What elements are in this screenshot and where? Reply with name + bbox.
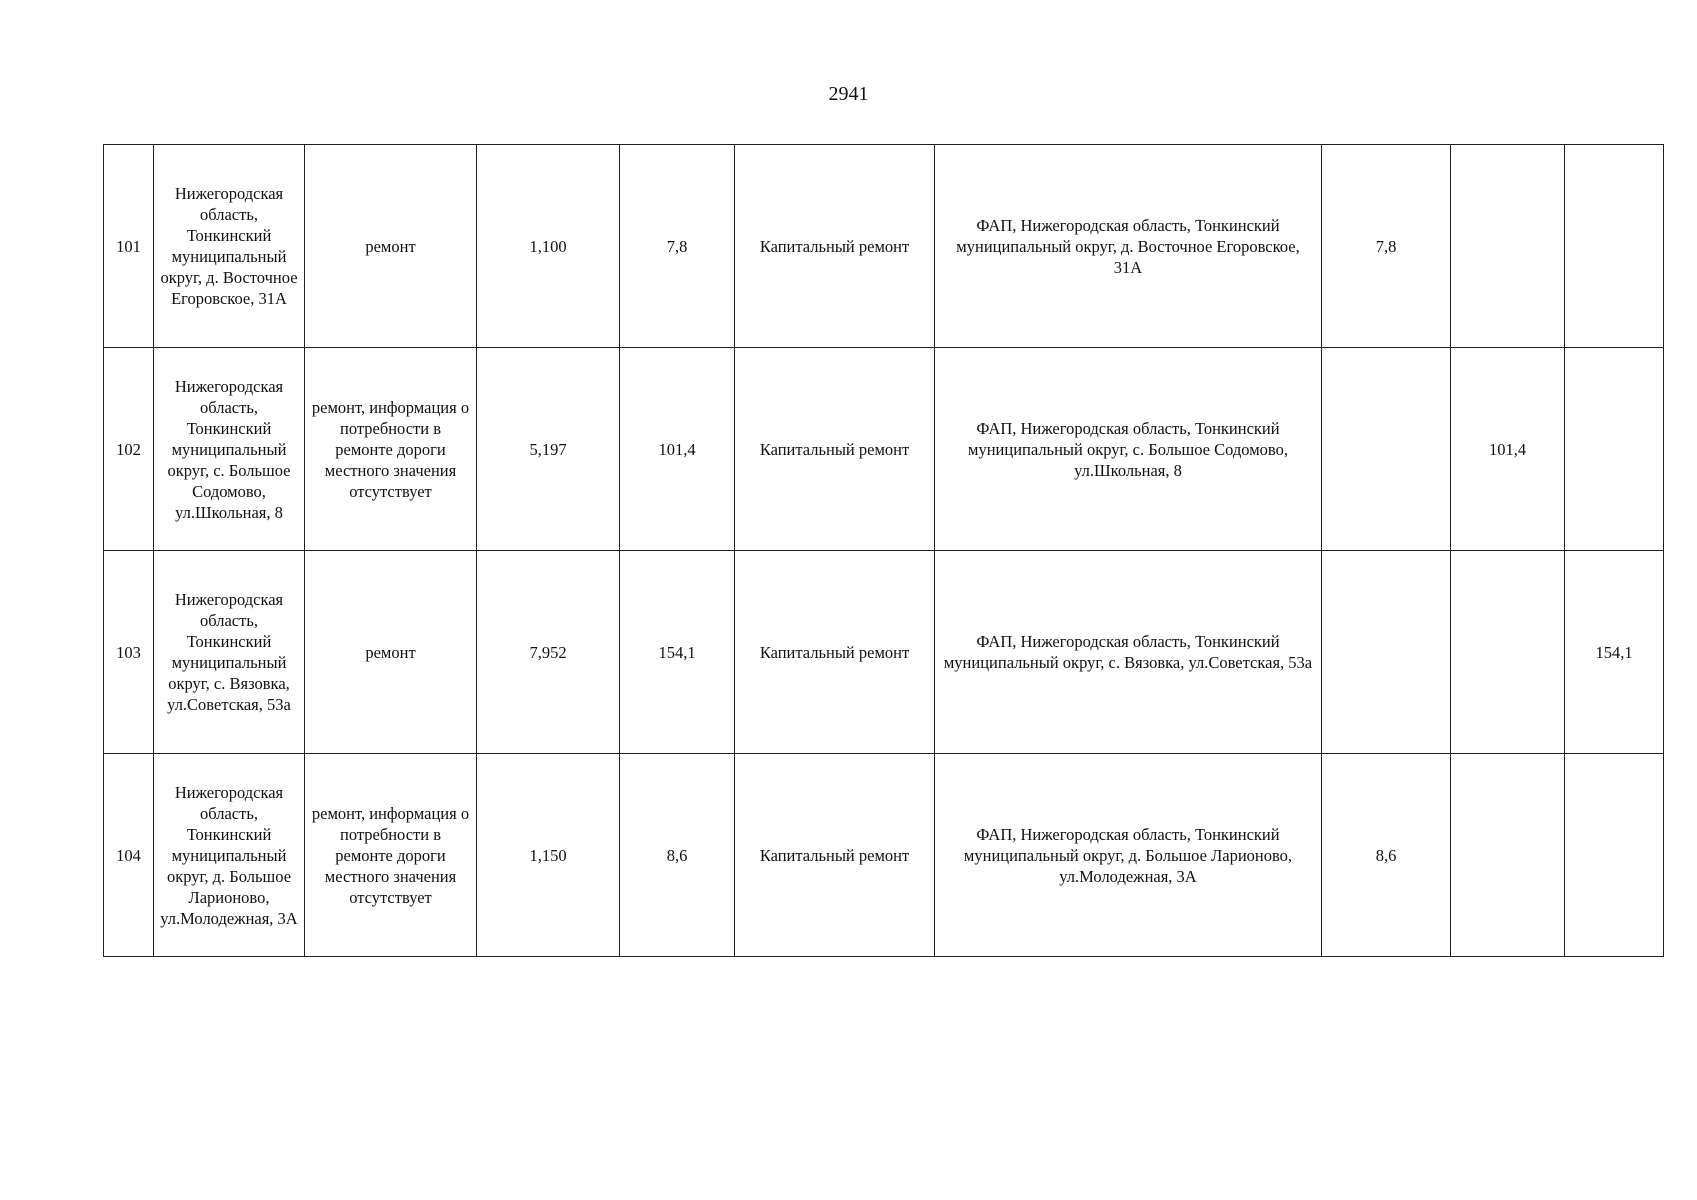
address-cell: Нижегородская область, Тонкинский муниципальный округ, д. Восточное Егоровское, 31А: [154, 145, 305, 348]
row-number-cell: 103: [104, 551, 154, 754]
row-number-cell: 104: [104, 754, 154, 957]
value-cell-a: [1322, 348, 1451, 551]
work-type-cell: ремонт, информация о потребности в ремонте дороги местного значения отсутствует: [305, 754, 477, 957]
page-number: 2941: [828, 83, 869, 105]
table-row: [104, 754, 1664, 957]
cost-cell: 101,4: [620, 348, 735, 551]
data-table: [103, 144, 1664, 957]
work-type-cell: ремонт, информация о потребности в ремонте дороги местного значения отсутствует: [305, 348, 477, 551]
repair-type-cell: Капитальный ремонт: [735, 348, 935, 551]
value-cell-b: [1451, 551, 1565, 754]
value-cell-b: [1451, 145, 1565, 348]
address-cell: Нижегородская область, Тонкинский муниципальный округ, с. Большое Содомово, ул.Школьная, 8: [154, 348, 305, 551]
work-type-cell: ремонт: [305, 551, 477, 754]
value-cell-a: 8,6: [1322, 754, 1451, 957]
value-cell-a: 7,8: [1322, 145, 1451, 348]
address-cell: Нижегородская область, Тонкинский муниципальный округ, с. Вязовка, ул.Советская, 53а: [154, 551, 305, 754]
value-cell-c: [1565, 348, 1664, 551]
value-cell-c: [1565, 754, 1664, 957]
repair-type-cell: Капитальный ремонт: [735, 551, 935, 754]
cost-cell: 8,6: [620, 754, 735, 957]
table-row: [104, 145, 1664, 348]
address-cell: Нижегородская область, Тонкинский муниципальный округ, д. Большое Ларионово, ул.Молодежная, 3А: [154, 754, 305, 957]
cost-cell: 7,8: [620, 145, 735, 348]
table-row: [104, 348, 1664, 551]
object-cell: ФАП, Нижегородская область, Тонкинский муниципальный округ, с. Вязовка, ул.Советская, 53а: [935, 551, 1322, 754]
value-cell-c: [1565, 145, 1664, 348]
value-cell-a: [1322, 551, 1451, 754]
object-cell: ФАП, Нижегородская область, Тонкинский муниципальный округ, с. Большое Содомово, ул.Школьная, 8: [935, 348, 1322, 551]
row-number-cell: 101: [104, 145, 154, 348]
length-cell: 1,150: [477, 754, 620, 957]
object-cell: ФАП, Нижегородская область, Тонкинский муниципальный округ, д. Большое Ларионово, ул.Молодежная, 3А: [935, 754, 1322, 957]
table-row: [104, 551, 1664, 754]
object-cell: ФАП, Нижегородская область, Тонкинский муниципальный округ, д. Восточное Егоровское, 31А: [935, 145, 1322, 348]
length-cell: 1,100: [477, 145, 620, 348]
value-cell-b: [1451, 754, 1565, 957]
length-cell: 5,197: [477, 348, 620, 551]
work-type-cell: ремонт: [305, 145, 477, 348]
repair-type-cell: Капитальный ремонт: [735, 754, 935, 957]
cost-cell: 154,1: [620, 551, 735, 754]
value-cell-c: 154,1: [1565, 551, 1664, 754]
repair-type-cell: Капитальный ремонт: [735, 145, 935, 348]
value-cell-b: 101,4: [1451, 348, 1565, 551]
length-cell: 7,952: [477, 551, 620, 754]
row-number-cell: 102: [104, 348, 154, 551]
